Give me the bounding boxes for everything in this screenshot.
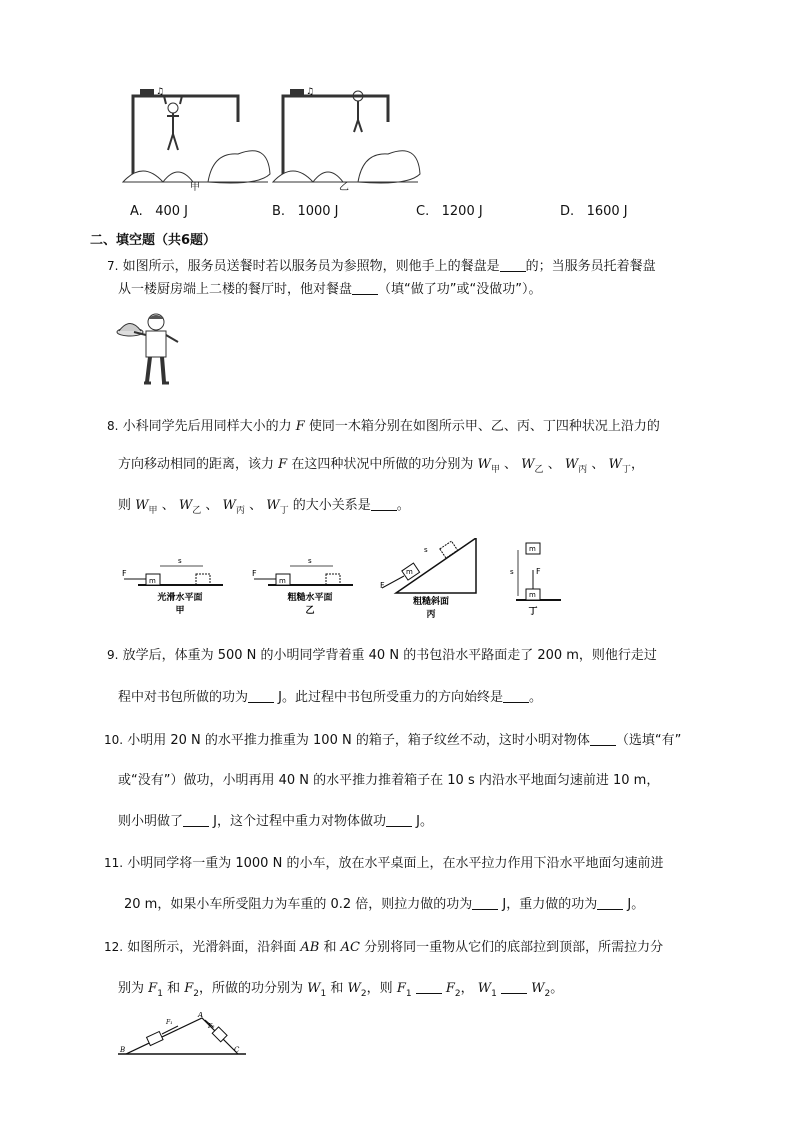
svg-text:m: m — [529, 545, 536, 553]
q8-line2: 方向移动相同的距离，该力 F 在这四种状况中所做的功分别为 $W_甲$ 、 $W_乙$ 、 $W_丙$ 、 $W_丁$， — [118, 457, 644, 475]
svg-text:F: F — [536, 567, 541, 576]
svg-text:m: m — [279, 577, 286, 585]
q8-fig-yi — [252, 557, 353, 616]
svg-text:s: s — [424, 546, 428, 554]
q8-figure — [118, 538, 578, 623]
svg-text:光滑水平面: 光滑水平面 — [157, 593, 203, 603]
q12-line1: 12. 如图所示，光滑斜面，沿斜面 AB 和 AC 分别将同一重物从它们的底部拉到顶部，所需拉力分 — [104, 940, 664, 955]
question-number: 9. — [107, 648, 119, 662]
q6-figure-yi — [273, 87, 420, 183]
svg-text:F₂: F₂ — [208, 1023, 215, 1030]
question-number: 7. — [107, 259, 119, 273]
q6-label-jia: 甲 — [190, 182, 200, 193]
question-number: 12. — [104, 940, 124, 954]
svg-text:C: C — [234, 1046, 240, 1054]
q12-line2: 别为 $F_1$ 和 $F_2$，所做的功分别为 $W_1$ 和 $W_2$，则 $F_1$ $F_2$， $W_1$ $W_2$。 — [118, 981, 564, 999]
q11-line1: 11. 小明同学将一重为 1000 N 的小车，放在水平桌面上，在水平拉力作用下沿水平地面匀速前进 — [104, 856, 664, 871]
q10-line3: 则小明做了 J，这个过程中重力对物体做功 J。 — [118, 814, 433, 829]
q9-line2: 程中对书包所做的功为 J。此过程中书包所受重力的方向始终是 。 — [118, 690, 543, 705]
q9-line1: 9. 放学后，体重为 500 N 的小明同学背着重 40 N 的书包沿水平路面走了 200 m，则他行走过 — [107, 648, 657, 663]
svg-text:甲: 甲 — [175, 606, 185, 616]
svg-text:丁: 丁 — [528, 607, 538, 617]
svg-text:s: s — [178, 557, 182, 565]
question-number: 10. — [104, 733, 124, 747]
q6-option-a[interactable] — [130, 204, 188, 219]
q7-line2: 从一楼厨房端上二楼的餐厅时，他对餐盘 （填“做了功”或“没做功”）。 — [118, 282, 542, 297]
q6-figure — [118, 82, 438, 192]
q9-blank-2[interactable] — [503, 689, 529, 703]
q7-blank-1[interactable] — [500, 258, 526, 272]
q11-blank-2[interactable] — [597, 896, 623, 910]
q10-line1: 10. 小明用 20 N 的水平推力推重为 100 N 的箱子，箱子纹丝不动，这时小明对物体 （选填“有” — [104, 733, 682, 748]
q6-option-b[interactable] — [272, 204, 339, 219]
svg-text:粗糙水平面: 粗糙水平面 — [287, 593, 333, 603]
svg-text:粗糙斜面: 粗糙斜面 — [412, 597, 450, 607]
q12-blank-2[interactable] — [501, 980, 527, 994]
q12-blank-1[interactable] — [416, 980, 442, 994]
q6-option-c[interactable] — [416, 204, 483, 219]
svg-text:F: F — [380, 581, 385, 590]
option-letter: B. — [272, 204, 286, 219]
q10-blank-1[interactable] — [590, 732, 616, 746]
option-text: 1000 J — [297, 204, 339, 219]
section-heading: 二、填空题（共6题） — [90, 233, 217, 248]
q8-line1: 8. 小科同学先后用同样大小的力 F 使同一木箱分别在如图所示甲、乙、丙、丁四种状况上沿力的 — [107, 419, 660, 434]
option-letter: C. — [416, 204, 430, 219]
q10-blank-2[interactable] — [183, 813, 209, 827]
q11-line2: 20 m，如果小车所受阻力为车重的 0.2 倍，则拉力做的功为 J，重力做的功为 J。 — [124, 897, 645, 912]
q10-blank-3[interactable] — [386, 813, 412, 827]
svg-text:m: m — [149, 577, 156, 585]
option-text: 400 J — [155, 204, 188, 219]
svg-text:F₁: F₁ — [166, 1019, 173, 1026]
svg-text:s: s — [510, 568, 514, 576]
q6-figure-jia — [123, 87, 270, 183]
q7-line1: 7. 如图所示，服务员送餐时若以服务员为参照物，则他手上的餐盘是 的；当服务员托着餐盘 — [107, 259, 656, 274]
q6-option-d[interactable] — [560, 204, 628, 219]
q7-blank-2[interactable] — [352, 281, 378, 295]
svg-text:♫: ♫ — [306, 87, 315, 97]
svg-text:A: A — [198, 1012, 204, 1019]
option-text: 1200 J — [441, 204, 483, 219]
q8-fig-bing — [380, 538, 476, 620]
svg-text:F: F — [252, 569, 257, 578]
svg-text:乙: 乙 — [305, 606, 315, 616]
svg-text:m: m — [406, 568, 413, 576]
svg-text:♫: ♫ — [156, 87, 165, 97]
q11-blank-1[interactable] — [472, 896, 498, 910]
q12-incline-figure — [116, 1012, 248, 1062]
q8-line3: 则 $W_甲$ 、 $W_乙$ 、 $W_丙$ 、 $W_丁$ 的大小关系是 。 — [118, 498, 410, 516]
option-letter: D. — [560, 204, 575, 219]
option-text: 1600 J — [586, 204, 628, 219]
q8-blank[interactable] — [371, 497, 397, 511]
svg-text:s: s — [308, 557, 312, 565]
svg-text:丙: 丙 — [426, 610, 436, 620]
svg-text:m: m — [529, 591, 536, 599]
svg-text:B: B — [120, 1046, 126, 1054]
svg-text:F: F — [122, 569, 127, 578]
q10-line2: 或“没有”）做功，小明再用 40 N 的水平推力推着箱子在 10 s 内沿水平地面匀速前进 10 m， — [118, 773, 660, 788]
q6-label-yi: 乙 — [339, 182, 349, 193]
question-number: 11. — [104, 856, 124, 870]
option-letter: A. — [130, 204, 143, 219]
q8-fig-ding — [510, 543, 561, 617]
q7-waiter-figure — [116, 310, 186, 386]
q9-blank-1[interactable] — [248, 689, 274, 703]
q8-fig-jia — [122, 557, 223, 616]
question-number: 8. — [107, 419, 119, 433]
